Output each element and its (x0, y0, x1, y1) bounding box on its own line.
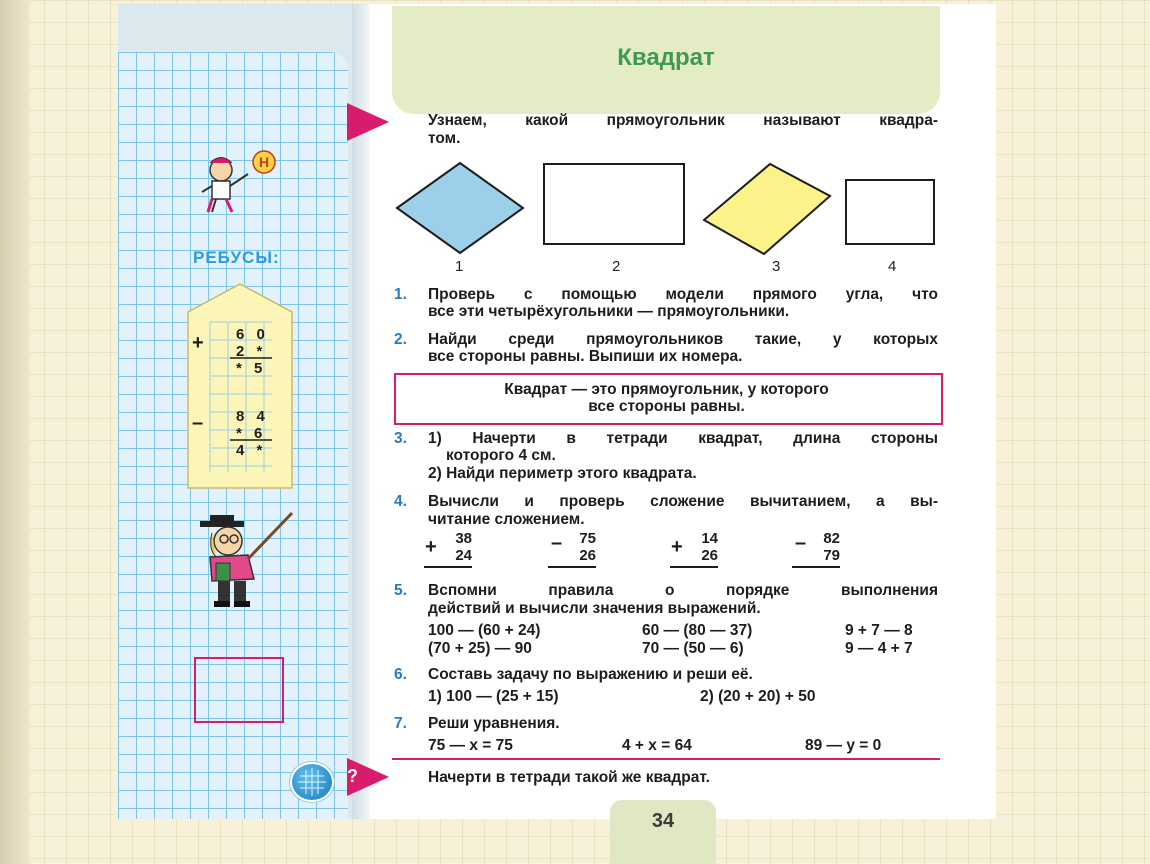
shape-number: 4 (888, 258, 897, 275)
shape-number: 1 (455, 258, 464, 275)
task-number: 4. (394, 493, 407, 510)
expression: 2) (20 + 20) + 50 (700, 688, 816, 705)
task-line: все стороны равны. Выпиши их номера. (428, 348, 743, 365)
shape-number: 2 (612, 258, 621, 275)
intro-pointer-icon (347, 103, 389, 141)
definition-line: все стороны равны. (588, 398, 745, 415)
definition-rest: — это прямоугольник, у которого (567, 381, 829, 398)
task-line: Реши уравнения. (428, 715, 560, 732)
task-line: читание сложением. (428, 511, 585, 528)
op-bottom: 24 (455, 547, 472, 564)
shape-number: 3 (772, 258, 781, 275)
page-title: Квадрат (617, 44, 715, 71)
equation: 4 + x = 64 (622, 737, 692, 754)
op-top: 14 (701, 530, 718, 547)
professor-icon (196, 505, 300, 609)
task-line: Составь задачу по выражению и реши её. (428, 666, 753, 683)
rebus2-row: * 6 (236, 425, 267, 442)
badge-letter: Н (258, 154, 270, 170)
definition-line (394, 381, 939, 399)
op-line (548, 566, 596, 568)
task-line: 2) Найди периметр этого квадрата. (428, 465, 697, 482)
expression: 60 — (80 — 37) (642, 622, 753, 639)
expression: 70 — (50 — 6) (642, 640, 744, 657)
op-sign: – (795, 532, 807, 554)
rebus-heading: РЕБУСЫ: (193, 248, 280, 267)
expression: 9 — 4 + 7 (845, 640, 913, 657)
task-line: Найди среди прямоугольников такие, у которых (428, 331, 938, 348)
section-divider (392, 758, 940, 760)
page-number: 34 (651, 810, 675, 832)
schoolboy-icon (196, 148, 286, 218)
task-number: 2. (394, 331, 407, 348)
rebus2-row: 8 4 (236, 408, 269, 425)
rebus1-row: 6 0 (236, 326, 269, 343)
rebus2-sign: – (192, 412, 204, 434)
task-number: 7. (394, 715, 407, 732)
shapes-figure (394, 160, 944, 256)
rebus1-row: 2 * (236, 343, 267, 360)
expression: 1) 100 — (25 + 15) (428, 688, 559, 705)
op-line (424, 566, 472, 568)
task-line: Проверь с помощью модели прямого угла, что (428, 286, 938, 303)
task-line: 1) Начерти в тетради квадрат, длина стороны (428, 430, 938, 447)
expression: 100 — (60 + 24) (428, 622, 541, 639)
equation: 75 — x = 75 (428, 737, 513, 754)
task-number: 3. (394, 430, 407, 447)
op-bottom: 26 (701, 547, 718, 564)
op-bottom: 79 (823, 547, 840, 564)
equation: 89 — y = 0 (805, 737, 882, 754)
rebus1-sign: + (192, 332, 204, 354)
task-line: Вычисли и проверь сложение вычитанием, а вы- (428, 493, 938, 510)
white-square (846, 180, 934, 244)
expression: 9 + 7 — 8 (845, 622, 913, 639)
task-line: все эти четырёхугольники — прямоугольники. (428, 303, 790, 320)
bonus-task: Начерти в тетради такой же квадрат. (428, 769, 710, 786)
blue-rhombus (397, 163, 523, 253)
op-top: 82 (823, 530, 840, 547)
task-number: 6. (394, 666, 407, 683)
question-mark: ? (347, 766, 358, 786)
intro-line: Узнаем, какой прямоугольник называют квадра- (428, 112, 938, 129)
rebus1-row: * 5 (236, 360, 267, 377)
task-line: действий и вычисли значения выражений. (428, 600, 761, 617)
intro-line: том. (428, 130, 461, 147)
rebus-card (186, 282, 294, 490)
yellow-parallelogram (704, 164, 830, 254)
task-number: 5. (394, 582, 407, 599)
op-line (670, 566, 718, 568)
task-line: Вспомни правила о порядке выполнения (428, 582, 938, 599)
rebus2-row: 4 * (236, 442, 267, 459)
book-edge (0, 0, 30, 864)
white-rectangle (544, 164, 684, 244)
op-sign: – (551, 532, 563, 554)
expression: (70 + 25) — 90 (428, 640, 532, 657)
task-number: 1. (394, 286, 407, 303)
op-top: 38 (455, 530, 472, 547)
op-top: 75 (579, 530, 596, 547)
op-sign: + (425, 536, 437, 558)
globe-icon[interactable] (290, 762, 334, 802)
op-sign: + (671, 536, 683, 558)
op-bottom: 26 (579, 547, 596, 564)
task-line: которого 4 см. (446, 447, 556, 464)
sample-square (194, 657, 284, 723)
definition-term: Квадрат (504, 381, 568, 398)
op-line (792, 566, 840, 568)
